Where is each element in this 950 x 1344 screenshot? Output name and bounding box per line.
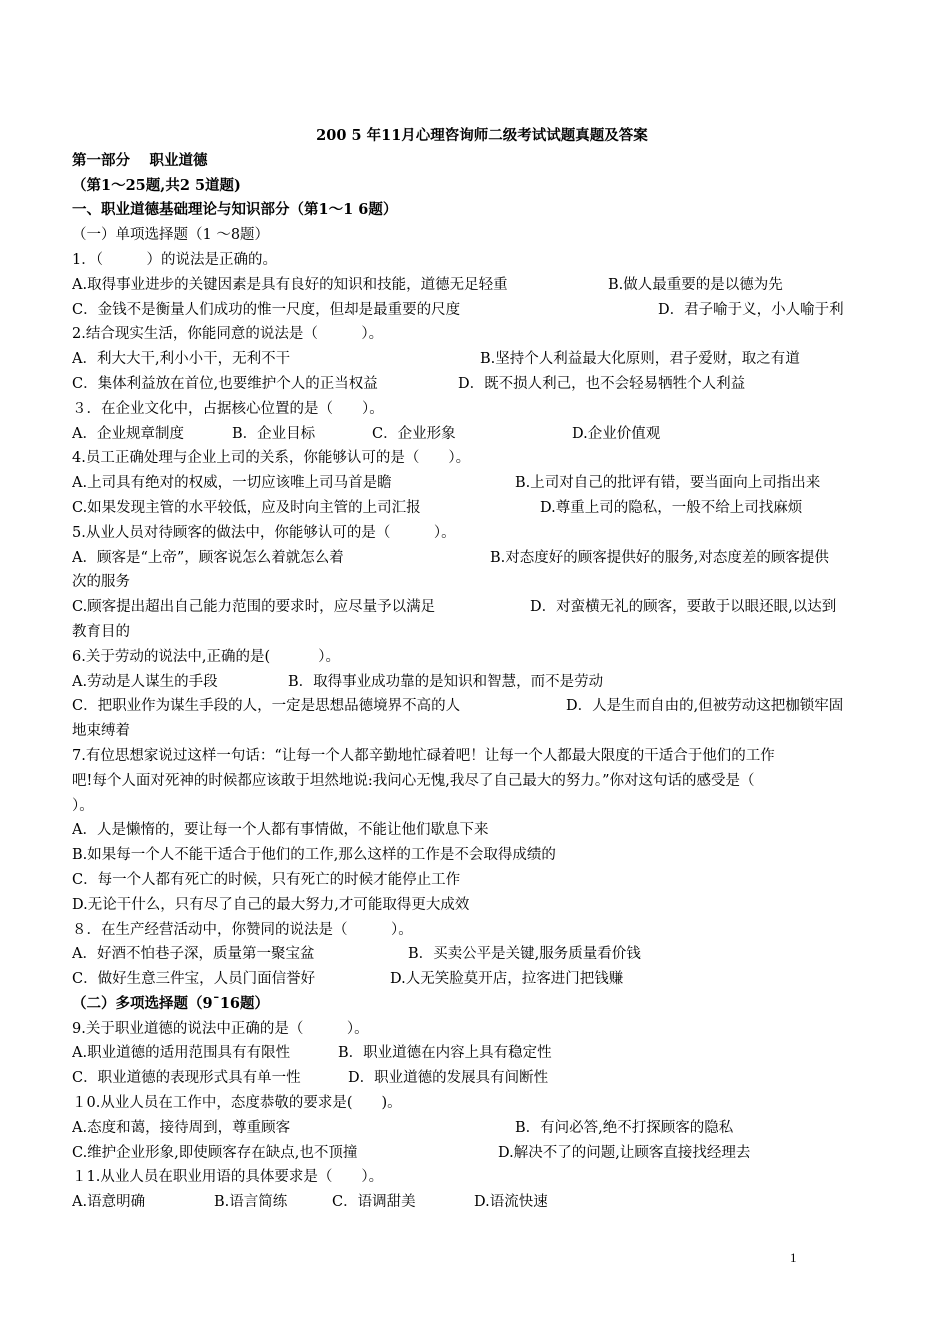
q5-option-c: C.顾客提出超出自己能力范围的要求时，应尽量予以满足 bbox=[72, 599, 436, 616]
q7-option-a: A．人是懒惰的，要让每一个人都有事情做，不能让他们歇息下来 bbox=[72, 822, 489, 839]
q9-stem: 9.关于职业道德的说法中正确的是（ ）。 bbox=[72, 1020, 369, 1037]
q11-options-row bbox=[72, 1190, 892, 1215]
q5-option-d: D．对蛮横无礼的顾客，要敢于以眼还眼,以达到 bbox=[530, 599, 837, 616]
q7-stem-line-3: ）。 bbox=[72, 797, 94, 814]
subsection-multi-choice: （二）多项选择题（9¯16题） bbox=[72, 994, 270, 1012]
q7-stem-line-1: 7.有位思想家说过这样一句话：“让每一个人都辛勤地忙碌着吧！让每一个人都最大限度的干适合于他们的工作 bbox=[72, 747, 775, 764]
section-title: 一、职业道德基础理论与知识部分（第1～1 6题） bbox=[72, 201, 398, 219]
q1-option-c: C．金钱不是衡量人们成功的惟一尺度，但却是最重要的尺度 bbox=[72, 301, 461, 318]
page-number: 1 bbox=[790, 1250, 797, 1265]
q5-options-row-2 bbox=[72, 595, 892, 620]
q1-options-row-1 bbox=[72, 273, 892, 298]
q6-options-row-2 bbox=[72, 694, 892, 719]
q2-option-c: C．集体利益放在首位,也要维护个人的正当权益 bbox=[72, 375, 378, 392]
q8-stem: ８．在生产经营活动中，你赞同的说法是（ ）。 bbox=[72, 921, 413, 938]
q4-option-a: A.上司具有绝对的权威，一切应该唯上司马首是瞻 bbox=[72, 475, 392, 492]
q10-option-d: D.解决不了的问题,让顾客直接找经理去 bbox=[498, 1144, 751, 1161]
q5-options-row-1 bbox=[72, 546, 892, 571]
q9-options-row-2 bbox=[72, 1066, 892, 1091]
q11-option-a: A.语意明确 bbox=[72, 1194, 146, 1211]
q6-options-row-1 bbox=[72, 670, 892, 695]
q3-option-b: B．企业目标 bbox=[232, 425, 316, 442]
q4-option-c: C.如果发现主管的水平较低，应及时向主管的上司汇报 bbox=[72, 499, 421, 516]
q6-option-d-continued: 地束缚着 bbox=[72, 723, 130, 740]
q6-option-b: B．取得事业成功靠的是知识和智慧，而不是劳动 bbox=[288, 673, 604, 690]
subsection-single-choice: （一）单项选择题（1 ～8题） bbox=[72, 227, 270, 244]
q5-option-d-continued: 教育目的 bbox=[72, 623, 130, 640]
part-range: （第1～25题,共2 5道题) bbox=[72, 176, 241, 194]
q4-stem: 4.员工正确处理与企业上司的关系，你能够认可的是（ ）。 bbox=[72, 450, 471, 467]
q8-options-row-2 bbox=[72, 967, 892, 992]
q6-option-c: C．把职业作为谋生手段的人，一定是思想品德境界不高的人 bbox=[72, 698, 461, 715]
q1-option-a: A.取得事业进步的关键因素是具有良好的知识和技能，道德无足轻重 bbox=[72, 276, 508, 293]
q3-option-c: C．企业形象 bbox=[372, 425, 456, 442]
q7-option-d: D.无论干什么，只有尽了自己的最大努力,才可能取得更大成效 bbox=[72, 896, 470, 913]
part-title: 第一部分 职业道德 bbox=[72, 151, 208, 169]
q4-options-row-1 bbox=[72, 471, 892, 496]
q6-stem: 6.关于劳动的说法中,正确的是( ）。 bbox=[72, 648, 340, 665]
document-body bbox=[72, 124, 892, 1215]
q4-option-d: D.尊重上司的隐私，一般不给上司找麻烦 bbox=[540, 499, 803, 516]
q2-option-a: A．利大大干,利小小干，无利不干 bbox=[72, 351, 291, 368]
q5-option-b: B.对态度好的顾客提供好的服务,对态度差的顾客提供 bbox=[490, 549, 829, 566]
q6-option-a: A.劳动是人谋生的手段 bbox=[72, 673, 218, 690]
q10-option-a: A.态度和蔼，接待周到，尊重顾客 bbox=[72, 1119, 291, 1136]
q10-option-c: C.维护企业形象,即使顾客存在缺点,也不顶撞 bbox=[72, 1144, 358, 1161]
q9-option-a: A.职业道德的适用范围具有有限性 bbox=[72, 1045, 291, 1062]
document-title: 200 5 年11月心理咨询师二级考试试题真题及答案 bbox=[316, 127, 648, 144]
q7-option-b: B.如果每一个人不能干适合于他们的工作,那么这样的工作是不会取得成绩的 bbox=[72, 847, 556, 864]
q11-option-d: D.语流快速 bbox=[474, 1194, 548, 1211]
q8-option-a: A．好酒不怕巷子深，质量第一聚宝盆 bbox=[72, 946, 315, 963]
q8-options-row-1 bbox=[72, 942, 892, 967]
q7-option-c: C．每一个人都有死亡的时候，只有死亡的时候才能停止工作 bbox=[72, 871, 461, 888]
q8-option-b: B．买卖公平是关键,服务质量看价钱 bbox=[408, 946, 641, 963]
q4-options-row-2 bbox=[72, 496, 892, 521]
q5-option-b-continued: 次的服务 bbox=[72, 574, 130, 591]
q3-option-d: D.企业价值观 bbox=[572, 425, 661, 442]
q4-option-b: B.上司对自己的批评有错，要当面向上司指出来 bbox=[515, 475, 821, 492]
q10-stem: １0.从业人员在工作中，态度恭敬的要求是( )。 bbox=[72, 1095, 402, 1112]
q2-options-row-2 bbox=[72, 372, 892, 397]
q2-stem: 2.结合现实生活，你能同意的说法是（ ）。 bbox=[72, 326, 384, 343]
q10-options-row-1 bbox=[72, 1116, 892, 1141]
q9-options-row-1 bbox=[72, 1041, 892, 1066]
q9-option-b: B．职业道德在内容上具有稳定性 bbox=[338, 1045, 552, 1062]
q8-option-d: D.人无笑脸莫开店，拉客进门把钱赚 bbox=[390, 971, 624, 988]
q11-stem: １1.从业人员在职业用语的具体要求是（ ）。 bbox=[72, 1169, 384, 1186]
q2-option-b: B.坚持个人利益最大化原则，君子爱财，取之有道 bbox=[480, 351, 800, 368]
q7-stem-line-2: 吧!每个人面对死神的时候都应该敢于坦然地说:我问心无愧,我尽了自己最大的努力。”你对这句话的感受是（ bbox=[72, 772, 755, 789]
q1-option-b: B.做人最重要的是以德为先 bbox=[608, 276, 783, 293]
q1-stem: 1．（ ）的说法是正确的。 bbox=[72, 251, 277, 268]
q1-option-d: D．君子喻于义，小人喻于利 bbox=[658, 301, 844, 318]
q3-option-a: A．企业规章制度 bbox=[72, 425, 184, 442]
q9-option-d: D．职业道德的发展具有间断性 bbox=[348, 1070, 549, 1087]
q2-option-d: D．既不损人利己，也不会轻易牺牲个人利益 bbox=[458, 375, 746, 392]
q8-option-c: C．做好生意三件宝，人员门面信誉好 bbox=[72, 971, 316, 988]
q11-option-b: B.语言简练 bbox=[214, 1194, 288, 1211]
q3-stem: ３．在企业文化中，占据核心位置的是（ ）。 bbox=[72, 400, 384, 417]
q10-option-b: B．有问必答,绝不打探顾客的隐私 bbox=[515, 1119, 734, 1136]
q5-stem: 5.从业人员对待顾客的做法中，你能够认可的是（ ）。 bbox=[72, 524, 456, 541]
q2-options-row-1 bbox=[72, 347, 892, 372]
q9-option-c: C．职业道德的表现形式具有单一性 bbox=[72, 1070, 301, 1087]
q11-option-c: C．语调甜美 bbox=[332, 1194, 416, 1211]
q1-options-row-2 bbox=[72, 298, 892, 323]
q10-options-row-2 bbox=[72, 1141, 892, 1166]
q5-option-a: A．顾客是“上帝”，顾客说怎么着就怎么着 bbox=[72, 549, 344, 566]
q3-options-row bbox=[72, 422, 892, 447]
q6-option-d: D．人是生而自由的,但被劳动这把枷锁牢固 bbox=[566, 698, 844, 715]
